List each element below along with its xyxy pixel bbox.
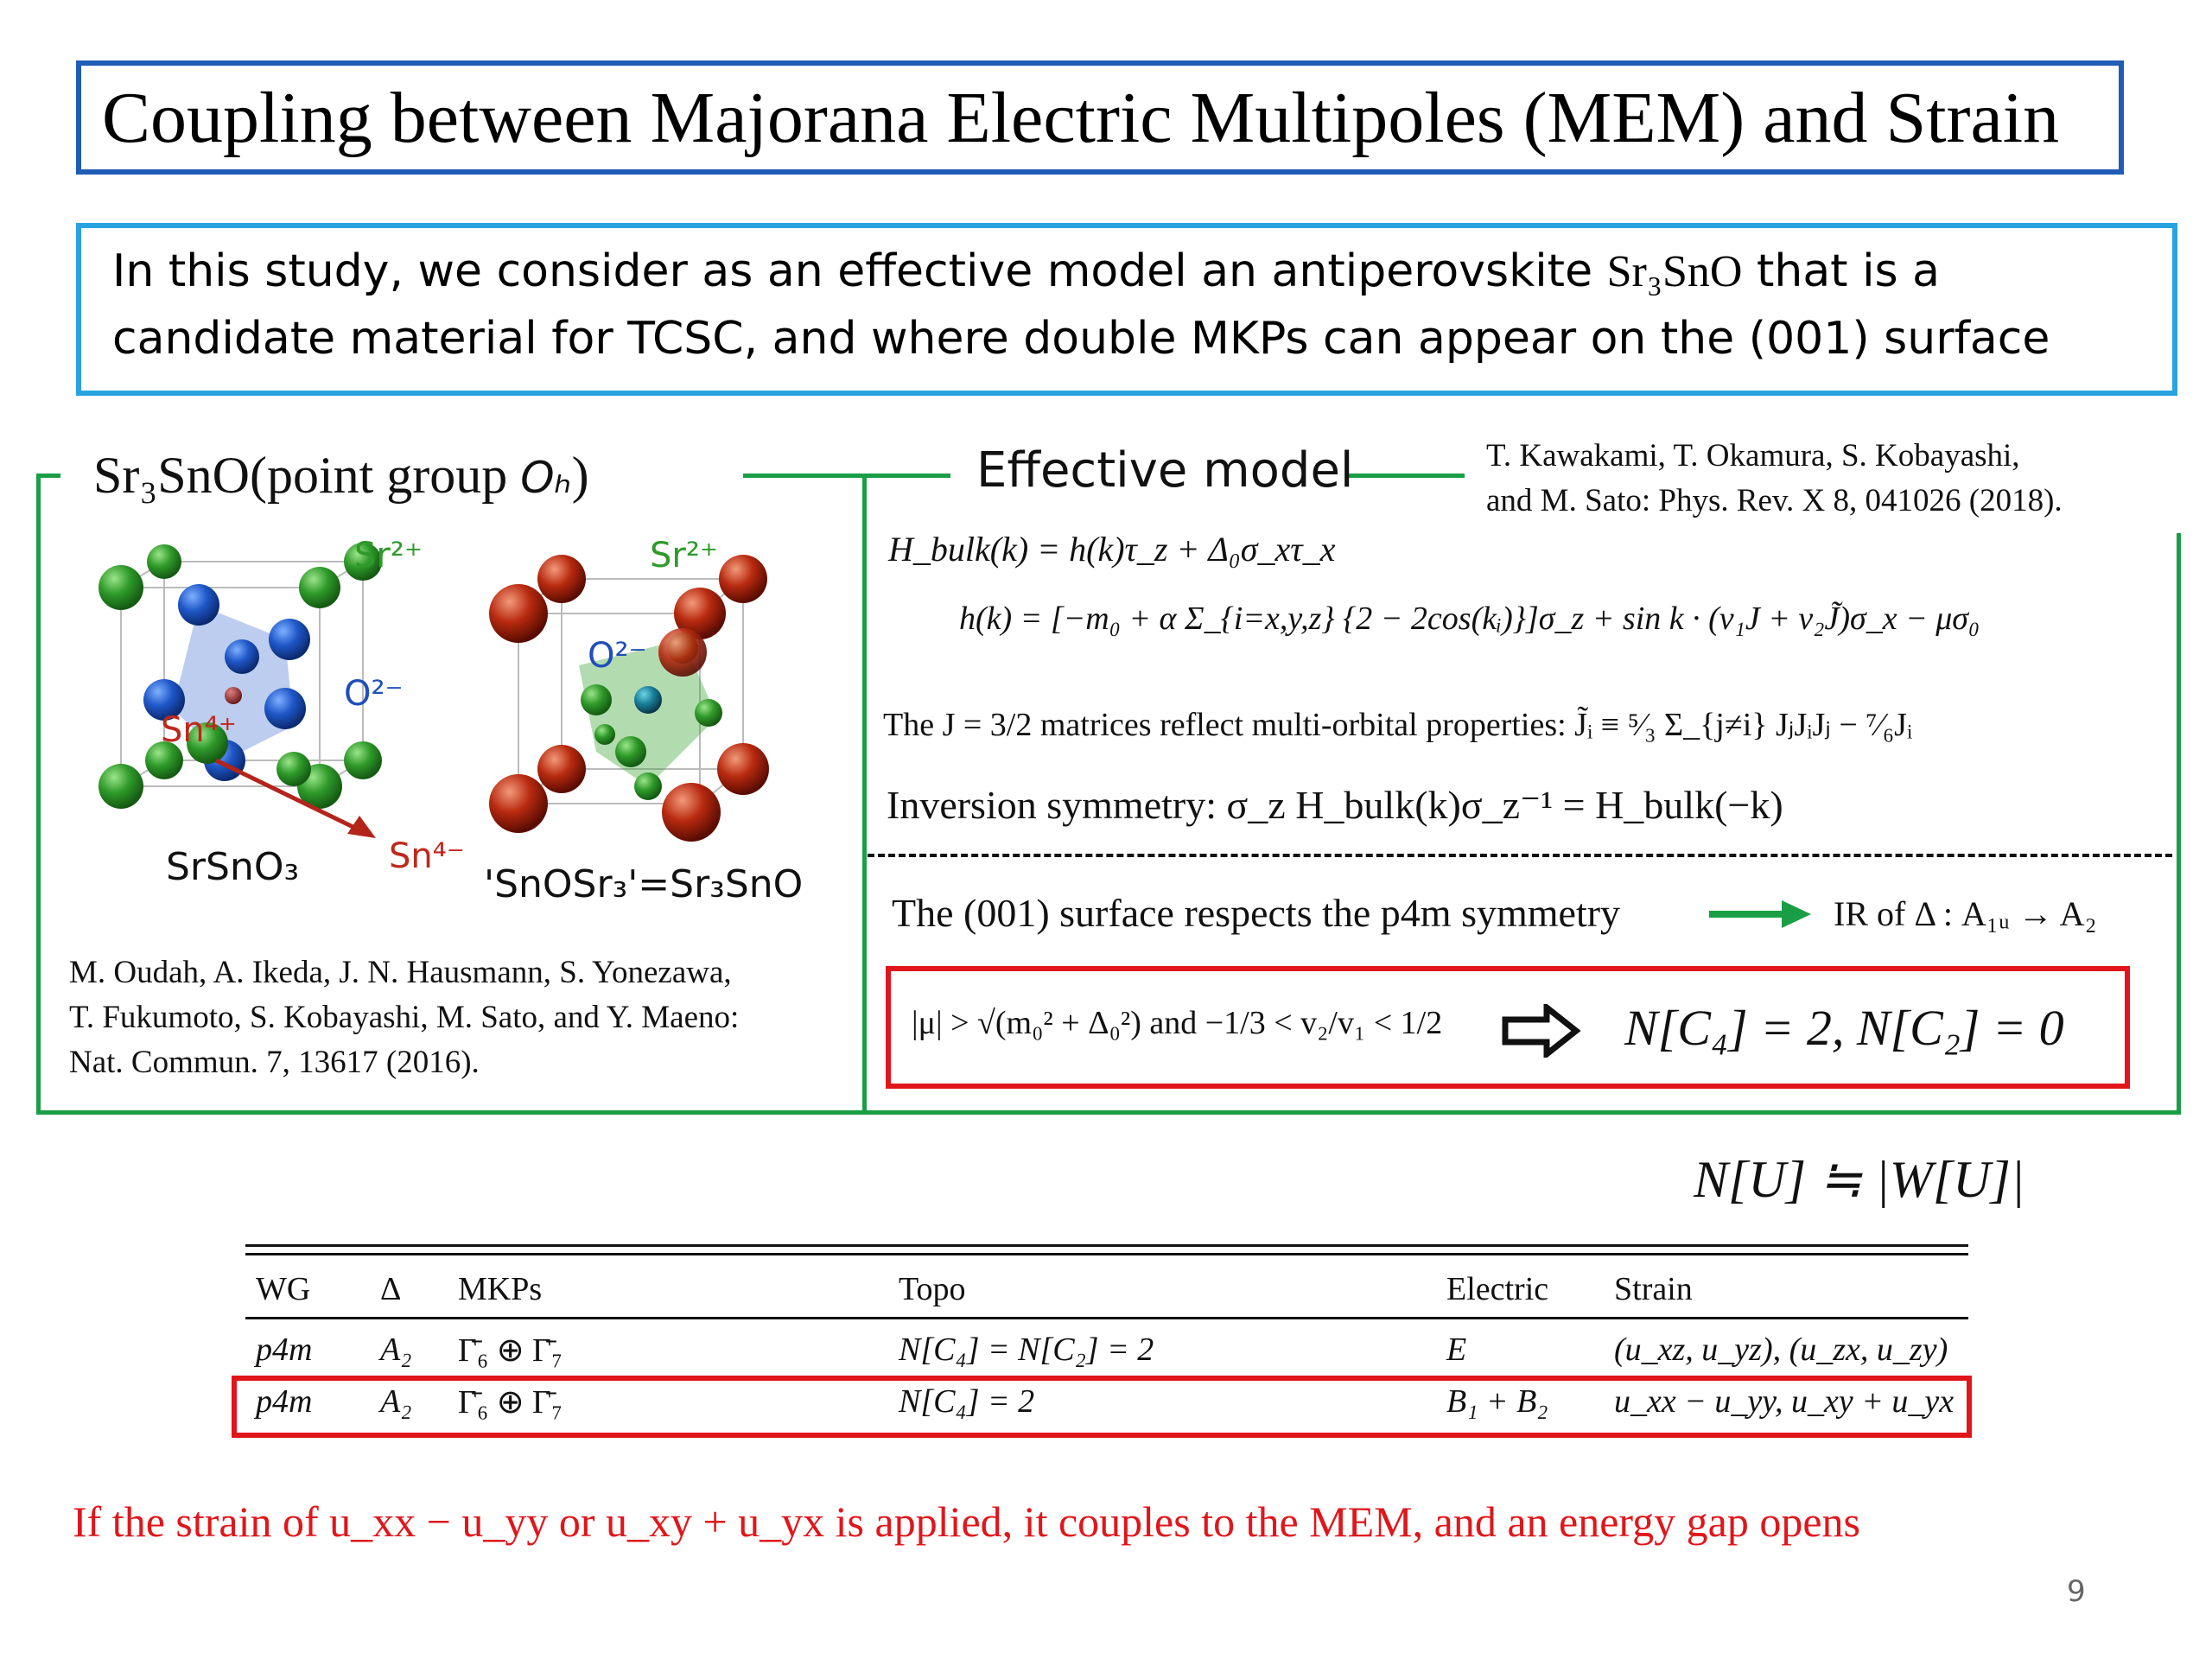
implies-arrow-icon [1502,1004,1581,1058]
table-row-2-delta: A₂ [380,1383,412,1420]
left-heading [93,446,589,505]
conclusion-text: If the strain of u_xx − u_yy or u_xy + u_yx is applied, it couples to the MEM, and an energy gap opens [73,1497,1860,1546]
left-heading-group: Oₕ [520,453,572,503]
table-rule-header [245,1317,1968,1319]
surface-symmetry-text: The (001) surface respects the p4m symmetry [892,891,1621,935]
inversion-symmetry: Inversion symmetry: σ_z H_bulk(k)σ_z⁻¹ = H_bulk(−k) [887,783,1783,827]
left-reference-line-1: M. Oudah, A. Ikeda, J. N. Hausmann, S. Yonezawa, [69,955,732,990]
intro-text-b: that is a [1742,245,1941,297]
condition-text: |μ| > √(m₀² + Δ₀²) and −1/3 < v₂/v₁ < 1/2 [912,1005,1443,1041]
right-reference-line-1: T. Kawakami, T. Okamura, S. Kobayashi, [1486,438,2020,474]
ir-text: IR of Δ : A₁ᵤ → A₂ [1834,894,2097,933]
intro-text-a: In this study, we consider as an effective model an antiperovskite [112,245,1607,297]
table-row-1-wg: p4m [256,1332,313,1368]
left-heading-formula: Sr₃SnO [93,447,250,504]
label-sn-left: Sn⁴⁺ [161,710,237,750]
left-reference [69,950,739,1085]
table-row-2-mkps: Γ̄₆ ⊕ Γ̄₇ [458,1384,563,1421]
table-row-1-mkps: Γ̄₆ ⊕ Γ̄₇ [458,1332,563,1369]
table-header-delta: Δ [380,1271,402,1307]
intro-formula: Sr₃SnO [1606,247,1743,296]
table-row-2-electric: B₁ + B₂ [1446,1383,1548,1420]
left-reference-line-3: Nat. Commun. 7, 13617 (2016). [69,1045,480,1080]
label-sr-right: Sr²⁺ [650,536,718,575]
table-header-mkps: MKPs [458,1271,543,1307]
frame-right-top [1348,474,1465,478]
label-name-left: SrSnO₃ [166,845,300,889]
table-rule-top-2 [245,1253,1968,1255]
page-number: 9 [2067,1574,2086,1609]
sr3sno-cell [489,555,769,842]
intro-line-1 [112,245,1940,297]
table-rule-top-1 [245,1244,1968,1247]
table-header-electric: Electric [1446,1271,1549,1307]
right-reference [1486,434,2063,524]
dashed-separator [868,854,2172,857]
frame-left-top-b [743,474,950,478]
label-name-right: 'SnOSr₃'=Sr₃SnO [484,862,804,906]
table-header-strain: Strain [1614,1271,1693,1307]
label-sn-right: Sn⁴⁻ [389,836,465,876]
table-row-1-strain: (u_xz, u_yz), (u_zx, u_zy) [1614,1332,1948,1368]
left-heading-close: ) [571,447,589,504]
table-row-2-wg: p4m [256,1383,313,1420]
j-matrices-text: The J = 3/2 matrices reflect multi-orbital properties: J̃ᵢ ≡ ⁵⁄₃ Σ_{j≠i} JⱼJᵢJⱼ − ⁷⁄₆Jᵢ [883,707,1913,743]
frame-right-side [2177,533,2181,1115]
table-header-topo: Topo [899,1271,966,1307]
table-row-1-topo: N[C₄] = N[C₂] = 2 [899,1332,1154,1368]
slide-title: Coupling between Majorana Electric Multipoles (MEM) and Strain [102,78,2060,158]
right-heading: Effective model [976,442,1354,499]
frame-bottom [36,1110,2181,1115]
green-arrow-icon [1709,899,1813,930]
srsno3-cell [99,543,382,838]
table-row-1-delta: A₂ [380,1332,412,1368]
table-row-2-strain: u_xx − u_yy, u_xy + u_yx [1614,1383,1955,1420]
eq-h: h(k) = [−m₀ + α Σ_{i=x,y,z} {2 − 2cos(kᵢ)}]σ_z + sin k · (v₁J + v₂J̃)σ_x − μσ₀ [959,601,1980,637]
right-reference-line-2: and M. Sato: Phys. Rev. X 8, 041026 (2018). [1486,483,2063,518]
intro-line-2: candidate material for TCSC, and where double MKPs can appear on the (001) surface [112,313,2050,365]
left-heading-rest: (point group [249,447,521,504]
result-text: N[C₄] = 2, N[C₂] = 0 [1624,1000,2064,1056]
frame-left-side [36,474,41,1115]
table-row-1-electric: E [1446,1332,1467,1368]
frame-divider [862,474,867,1115]
nu-formula: N[U] ≒ |W[U]| [1694,1151,2025,1208]
label-sr-left: Sr²⁺ [354,536,423,575]
table-header-wg: WG [256,1271,311,1307]
left-reference-line-2: T. Fukumoto, S. Kobayashi, M. Sato, and Y. Maeno: [69,1000,740,1035]
eq-hbulk: H_bulk(k) = h(k)τ_z + Δ₀σ_xτ_x [888,530,1336,569]
label-o-left: O²⁻ [344,674,404,714]
label-o-right: O²⁻ [588,636,647,676]
table-row-2-topo: N[C₄] = 2 [899,1383,1035,1420]
